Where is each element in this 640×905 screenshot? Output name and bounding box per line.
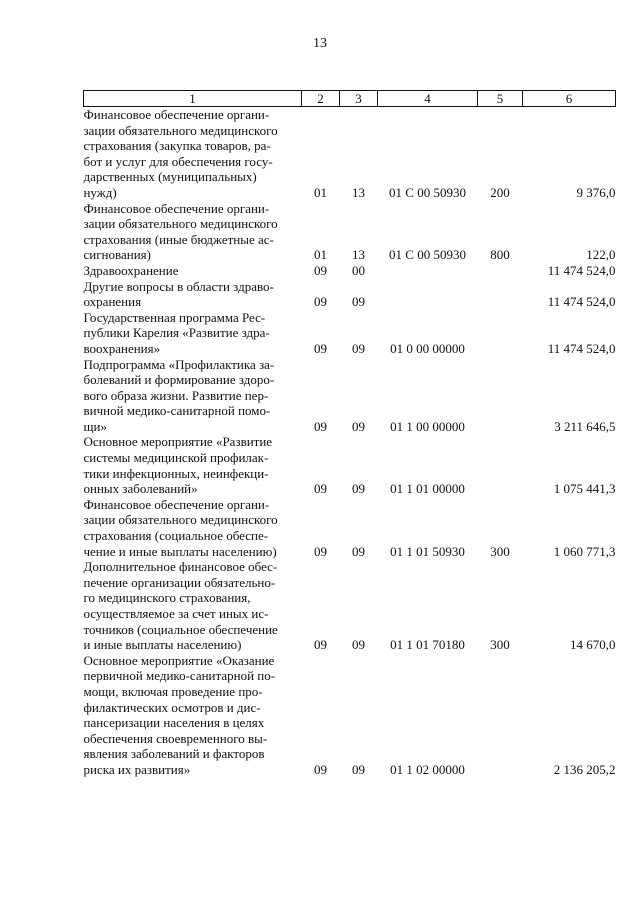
row-name-line: бот и услуг для обеспечения госу-: [83, 153, 273, 169]
row-name-line: мощи, включая проведение про-: [83, 683, 263, 699]
row-name-line: Дополнительное финансовое обес-: [83, 559, 278, 575]
amount-cell: 122,0: [586, 247, 616, 263]
subsection-code-cell: 00: [352, 262, 365, 278]
table-row: [84, 107, 616, 201]
section-code-cell: 09: [314, 262, 327, 278]
row-name-cell: [84, 279, 302, 310]
section-code-cell: 01: [314, 184, 327, 200]
row-name-line: щи»: [83, 418, 107, 434]
row-name-line: точников (социальное обеспечение: [83, 621, 278, 637]
expense-type-cell: 300: [490, 637, 510, 653]
section-code-cell: 09: [314, 294, 327, 310]
amount-cell: 11 474 524,0: [547, 294, 616, 310]
amount-cell: 1 060 771,3: [553, 543, 616, 559]
row-name-line: страхования (закупка товаров, ра-: [83, 138, 271, 154]
amount-cell: 11 474 524,0: [547, 262, 616, 278]
section-code-cell: 09: [314, 761, 327, 777]
row-name-line: онных заболеваний»: [83, 481, 198, 497]
target-article-cell: 01 0 00 00000: [390, 340, 465, 356]
subsection-code-cell: 09: [352, 340, 365, 356]
subsection-code-cell: 09: [352, 481, 365, 497]
column-header: 2: [302, 91, 340, 107]
row-name-line: зации обязательного медицинского: [83, 122, 278, 138]
section-code-cell: 09: [314, 418, 327, 434]
row-name-line: вичной медико-санитарной помо-: [83, 403, 271, 419]
subsection-code-cell: 13: [352, 184, 365, 200]
row-name-line: системы медицинской профилак-: [83, 450, 269, 466]
row-name-cell: [84, 653, 302, 778]
amount-cell: 14 670,0: [570, 637, 616, 653]
page-number: 13: [313, 36, 327, 51]
row-name-line: Финансовое обеспечение органи-: [83, 107, 270, 122]
expense-type-cell: [478, 279, 523, 310]
subsection-code-cell: 09: [352, 761, 365, 777]
row-name-line: зации обязательного медицинского: [83, 512, 278, 528]
amount-cell: 9 376,0: [576, 184, 616, 200]
target-article-cell: 01 1 01 50930: [390, 543, 465, 559]
target-article-cell: 01 С 00 50930: [389, 247, 466, 263]
row-name-line: Основное мероприятие «Развитие: [83, 434, 273, 450]
row-name-cell: [84, 434, 302, 496]
expense-type-cell: 800: [490, 247, 510, 263]
target-article-cell: 01 1 01 00000: [390, 481, 465, 497]
expense-type-cell: 200: [490, 184, 510, 200]
column-header: 6: [523, 91, 616, 107]
row-name-line: вого образа жизни. Развитие пер-: [83, 387, 269, 403]
amount-cell: 1 075 441,3: [553, 481, 616, 497]
row-name-line: явления заболеваний и факторов: [83, 746, 265, 762]
section-code-cell: 09: [314, 340, 327, 356]
row-name-line: чение и иные выплаты населению): [83, 543, 277, 559]
section-code-cell: 09: [314, 481, 327, 497]
row-name-line: Основное мероприятие «Оказание: [83, 652, 275, 668]
row-name-cell: [84, 497, 302, 559]
subsection-code-cell: 13: [352, 247, 365, 263]
expense-type-cell: [478, 310, 523, 357]
table-body: [84, 107, 616, 778]
row-name-line: тики инфекционных, неинфекци-: [83, 465, 269, 481]
section-code-cell: 09: [314, 543, 327, 559]
table-row: [84, 497, 616, 559]
subsection-code-cell: 09: [352, 637, 365, 653]
amount-cell: 3 211 646,5: [554, 418, 616, 434]
column-header: 4: [378, 91, 478, 107]
row-name-line: Подпрограмма «Профилактика за-: [83, 356, 275, 372]
row-name-line: дарственных (муниципальных): [83, 169, 257, 185]
row-name-line: сигнования): [83, 247, 151, 263]
target-article-cell: [378, 263, 478, 279]
expense-type-cell: [478, 653, 523, 778]
row-name-cell: [84, 310, 302, 357]
row-name-line: и иные выплаты населению): [83, 637, 242, 653]
table-row: [84, 201, 616, 263]
column-header: 5: [478, 91, 523, 107]
row-name-line: пансеризации населения в целях: [83, 715, 265, 731]
row-name-line: зации обязательного медицинского: [83, 216, 278, 232]
subsection-code-cell: 09: [352, 543, 365, 559]
target-article-cell: 01 1 00 00000: [390, 418, 465, 434]
row-name-line: го медицинского страхования,: [83, 590, 251, 606]
row-name-line: осуществляемое за счет иных ис-: [83, 606, 269, 621]
table-row: [84, 559, 616, 653]
row-name-line: охранения: [83, 294, 142, 310]
expense-type-cell: [478, 357, 523, 435]
target-article-cell: 01 1 02 00000: [390, 761, 465, 777]
row-name-line: болеваний и формирование здоро-: [83, 372, 275, 388]
budget-table: [83, 90, 616, 778]
target-article-cell: 01 С 00 50930: [389, 184, 466, 200]
row-name-line: воохранения»: [83, 340, 161, 356]
subsection-code-cell: 09: [352, 294, 365, 310]
table-row: [84, 434, 616, 496]
row-name-cell: [84, 357, 302, 435]
row-name-line: Финансовое обеспечение органи-: [83, 200, 270, 216]
expense-type-cell: [478, 263, 523, 279]
row-name-line: филактических осмотров и дис-: [83, 699, 261, 715]
row-name-line: страхования (иные бюджетные ас-: [83, 231, 274, 247]
amount-cell: 11 474 524,0: [547, 340, 616, 356]
row-name-line: страхования (социальное обеспе-: [83, 528, 269, 544]
target-article-cell: [378, 279, 478, 310]
table-row: [84, 263, 616, 279]
table-row: [84, 310, 616, 357]
row-name-line: печение организации обязательно-: [83, 574, 276, 590]
table-row: [84, 653, 616, 778]
row-name-line: Государственная программа Рес-: [83, 309, 266, 325]
section-code-cell: 09: [314, 637, 327, 653]
target-article-cell: 01 1 01 70180: [390, 637, 465, 653]
row-name-cell: [84, 263, 302, 279]
row-name-cell: [84, 107, 302, 201]
amount-cell: 2 136 205,2: [553, 761, 616, 777]
row-name-line: Другие вопросы в области здраво-: [83, 278, 274, 294]
column-header: 1: [84, 91, 302, 107]
column-header: 3: [340, 91, 378, 107]
row-name-cell: [84, 201, 302, 263]
expense-type-cell: 300: [490, 543, 510, 559]
table-header-row: [84, 91, 616, 107]
row-name-line: публики Карелия «Развитие здра-: [83, 325, 270, 341]
table-row: [84, 357, 616, 435]
row-name-line: риска их развития»: [83, 761, 191, 777]
row-name-line: нужд): [83, 184, 117, 200]
row-name-line: обеспечения своевременного вы-: [83, 730, 268, 746]
section-code-cell: 01: [314, 247, 327, 263]
row-name-line: Финансовое обеспечение органи-: [83, 496, 270, 512]
expense-type-cell: [478, 434, 523, 496]
subsection-code-cell: 09: [352, 418, 365, 434]
row-name-line: первичной медико-санитарной по-: [83, 668, 276, 684]
row-name-cell: [84, 559, 302, 653]
row-name-line: Здравоохранение: [83, 262, 179, 278]
table-row: [84, 279, 616, 310]
